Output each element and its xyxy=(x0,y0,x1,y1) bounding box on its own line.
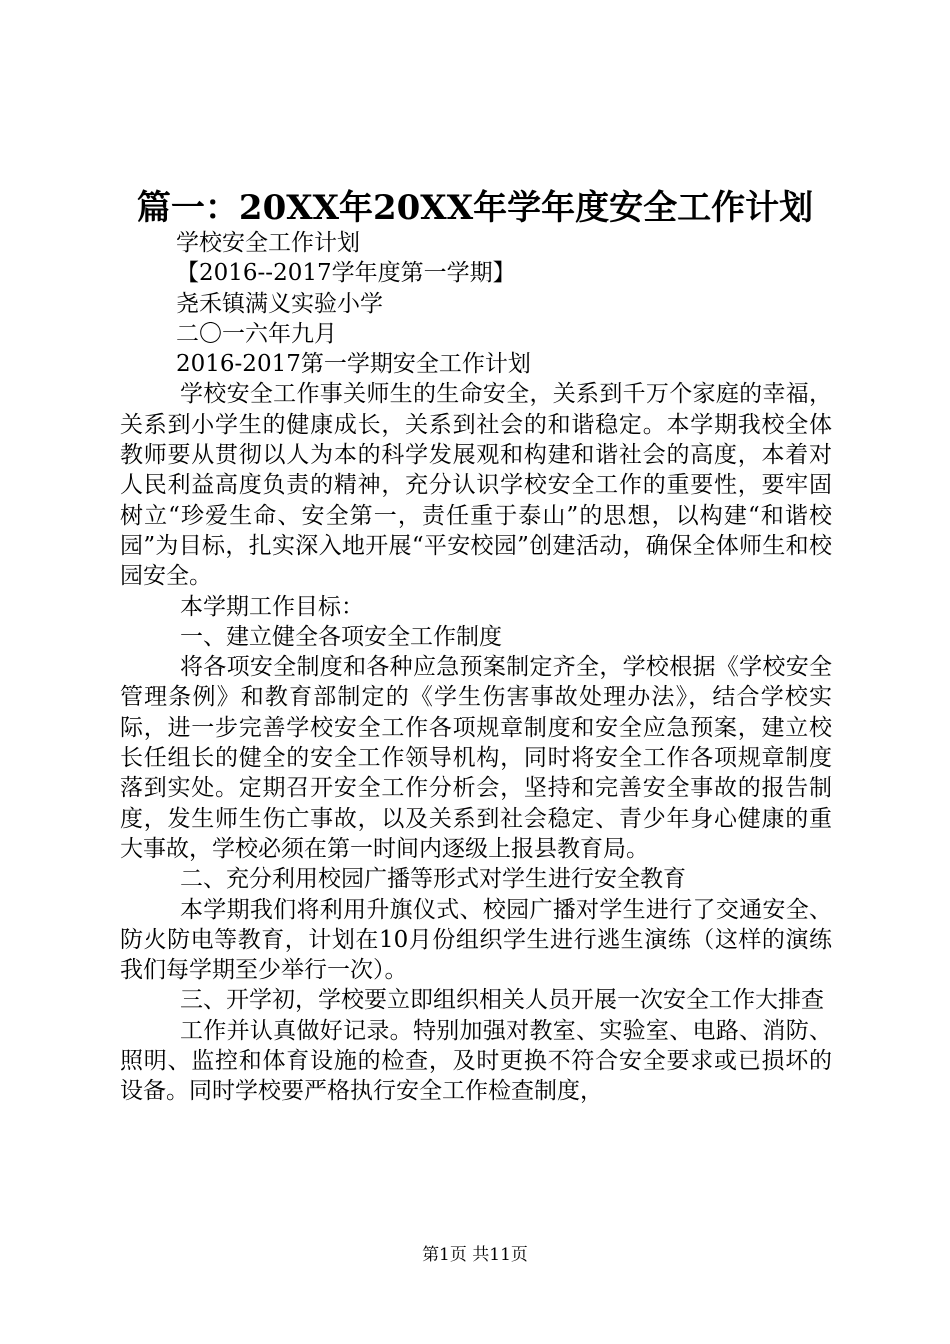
document-body xyxy=(120,210,832,1107)
header-line-school-plan: 学校安全工作计划 xyxy=(176,230,360,256)
header-line-plan-title: 2016-2017第一学期安全工作计划 xyxy=(176,351,531,378)
section-heading-1: 一、建立健全各项安全工作制度 xyxy=(180,623,502,650)
paragraph-goals-heading: 本学期工作目标： xyxy=(180,593,364,620)
section-heading-3: 三、开学初，学校要立即组织相关人员开展一次安全工作大排查 xyxy=(180,987,824,1014)
header-line-date: 二〇一六年九月 xyxy=(176,320,337,347)
paragraph-intro: 学校安全工作事关师生的生命安全，关系到千万个家庭的幸福，关系到小学生的健康成长，关系到社会的和谐稳定。本学期我校全体教师要从贯彻以人为本的科学发展观和构建和谐社会的高度，本着对人民利益高度负责的精神，充分认识学校安全工作的重要性，要牢固树立“珍爱生命、安全第一，责任重于泰山”的思想，以构建“和谐校园”为目标，扎实深入地开展“平安校园”创建活动，确保全体师生和校园安全。 xyxy=(120,381,832,590)
paragraph-section-2: 本学期我们将利用升旗仪式、校园广播对学生进行了交通安全、防火防电等教育，计划在10月份组织学生进行逃生演练（这样的演练我们每学期至少举行一次）。 xyxy=(120,896,832,984)
page-footer: 第1页 共11页 xyxy=(422,1245,528,1265)
section-heading-2: 二、充分利用校园广播等形式对学生进行安全教育 xyxy=(180,866,686,893)
header-line-term: 【2016--2017学年度第一学期】 xyxy=(176,260,516,287)
document-title: 篇一：20XX年20XX年学年度安全工作计划 xyxy=(136,188,814,228)
paragraph-section-1: 将各项安全制度和各种应急预案制定齐全，学校根据《学校安全管理条例》和教育部制定的《学生伤害事故处理办法》，结合学校实际，进一步完善学校安全工作各项规章制度和安全应急预案，建立校长任组长的健全的安全工作领导机构，同时将安全工作各项规章制度落到实处。定期召开安全工作分析会，坚持和完善安全事故的报告制度，发生师生伤亡事故，以及关系到社会稳定、青少年身心健康的重大事故，学校必须在第一时间内逐级上报县教育局。 xyxy=(120,654,832,862)
paragraph-section-3: 工作并认真做好记录。特别加强对教室、实验室、电路、消防、照明、监控和体育设施的检查，及时更换不符合安全要求或已损坏的设备。同时学校要严格执行安全工作检查制度， xyxy=(120,1017,832,1105)
header-line-school-name: 尧禾镇满义实验小学 xyxy=(176,290,383,317)
